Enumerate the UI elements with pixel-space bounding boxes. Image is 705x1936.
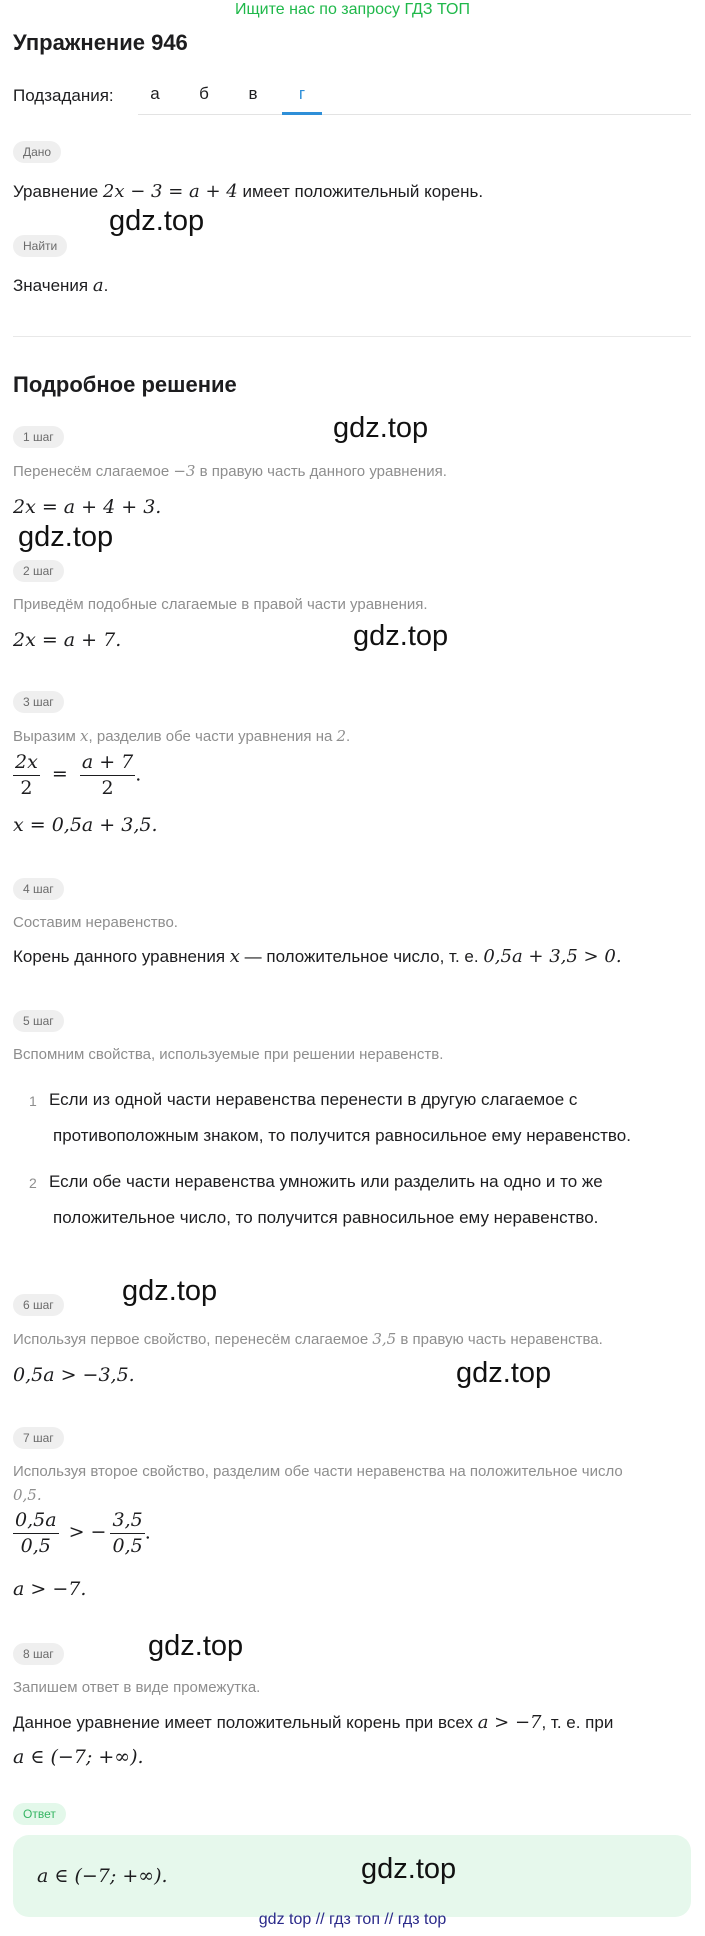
- step-7-hint-line-1: Используя второе свойство, разделим обе части неравенства на положительное число: [13, 1463, 623, 1480]
- find-text: [13, 275, 108, 296]
- step-3-frac-left: [13, 752, 40, 799]
- step-7-frac-right-den: 0,5: [112, 1534, 143, 1557]
- step-6-hint-math: 3,5: [372, 1330, 397, 1348]
- step-7-frac-tail: .: [144, 1521, 151, 1544]
- step-3-hint-var: x: [80, 727, 89, 745]
- step-3-formula: x = 0,5a + 3,5.: [13, 814, 158, 836]
- step-3-frac-right: [80, 752, 135, 799]
- active-tab-indicator: [282, 112, 322, 115]
- step-3-hint: [13, 727, 350, 745]
- step-7-formula: a > −7.: [13, 1578, 87, 1600]
- rule-2-number: 2: [29, 1175, 37, 1191]
- step-4-hint: Составим неравенство.: [13, 914, 178, 931]
- watermark: gdz.top: [148, 1630, 244, 1662]
- step-3-hint-mid: , разделив обе части уравнения на: [88, 728, 333, 745]
- given-badge: Дано: [13, 141, 61, 163]
- rule-1-number: 1: [29, 1093, 37, 1109]
- search-banner[interactable]: Ищите нас по запросу ГДЗ ТОП: [235, 1, 470, 18]
- step-5-hint: Вспомним свойства, используемые при решении неравенств.: [13, 1046, 444, 1063]
- step-7-hint-line-2: 0,5.: [13, 1486, 42, 1504]
- step-3-frac-right-den: 2: [101, 776, 114, 799]
- step-3-fraction-equation: [13, 752, 141, 799]
- watermark: gdz.top: [18, 521, 114, 553]
- given-equation: 2x − 3 = a + 4: [102, 181, 238, 202]
- step-4-text-var: x: [229, 946, 240, 967]
- watermark: gdz.top: [353, 620, 449, 652]
- find-text-label: Значения: [13, 276, 89, 295]
- rule-1-line-2: противоположным знаком, то получится равносильное ему неравенство.: [53, 1126, 631, 1145]
- step-1-formula: 2x = a + 4 + 3.: [13, 496, 162, 518]
- step-6-hint-after: в правую часть неравенства.: [400, 1331, 603, 1348]
- watermark: gdz.top: [109, 205, 205, 237]
- step-3-frac-left-den: 2: [20, 776, 33, 799]
- given-text-after: имеет положительный корень.: [242, 182, 484, 201]
- step-4-text-before: Корень данного уравнения: [13, 947, 226, 966]
- step-3-eq: =: [51, 763, 68, 786]
- step-7-frac-left: [13, 1510, 59, 1557]
- step-8-text-math: a > −7: [477, 1712, 542, 1733]
- step-5-badge: 5 шаг: [13, 1010, 64, 1032]
- given-text: [13, 181, 483, 202]
- step-1-hint-after: в правую часть данного уравнения.: [199, 463, 447, 480]
- step-3-hint-end: .: [346, 728, 351, 745]
- answer-badge: Ответ: [13, 1803, 66, 1825]
- step-7-fraction-inequality: [13, 1510, 151, 1557]
- step-4-text: [13, 946, 622, 967]
- footer-links[interactable]: gdz top // гдз топ // гдз top: [258, 1911, 447, 1928]
- step-4-badge: 4 шаг: [13, 878, 64, 900]
- find-var: a: [92, 275, 104, 296]
- step-1-hint-before: Перенесём слагаемое: [13, 463, 170, 480]
- watermark: gdz.top: [456, 1357, 552, 1389]
- step-6-formula: 0,5a > −3,5.: [13, 1364, 135, 1386]
- watermark: gdz.top: [122, 1275, 218, 1307]
- step-6-badge: 6 шаг: [13, 1294, 64, 1316]
- page-title: Упражнение 946: [13, 30, 188, 55]
- step-8-formula: a ∈ (−7; +∞).: [13, 1746, 144, 1768]
- answer-formula: a ∈ (−7; +∞).: [37, 1865, 168, 1887]
- watermark: gdz.top: [361, 1853, 457, 1885]
- given-text-before: Уравнение: [13, 182, 99, 201]
- tab-a[interactable]: а: [150, 84, 160, 103]
- step-8-badge: 8 шаг: [13, 1643, 64, 1665]
- step-8-text-before: Данное уравнение имеет положительный корень при всех: [13, 1713, 473, 1732]
- tab-g[interactable]: г: [298, 84, 306, 103]
- step-7-frac-right: [110, 1510, 144, 1557]
- step-4-text-after: — положительное число, т. е.: [244, 947, 479, 966]
- step-3-frac-tail: .: [135, 763, 142, 786]
- tab-b[interactable]: б: [199, 84, 209, 103]
- step-3-hint-before: Выразим: [13, 728, 76, 745]
- step-1-hint: [13, 462, 447, 480]
- solution-title: Подробное решение: [13, 372, 237, 397]
- rule-2-line-1: Если обе части неравенства умножить или разделить на одно и то же: [49, 1172, 603, 1191]
- step-7-rel: > −: [68, 1521, 107, 1544]
- step-7-frac-left-den: 0,5: [20, 1534, 51, 1557]
- watermark: gdz.top: [333, 412, 429, 444]
- step-7-frac-left-num: 0,5a: [13, 1510, 59, 1534]
- step-7-frac-right-num: 3,5: [110, 1510, 144, 1534]
- step-2-hint: Приведём подобные слагаемые в правой части уравнения.: [13, 596, 428, 613]
- tab-v[interactable]: в: [248, 84, 258, 103]
- step-2-badge: 2 шаг: [13, 560, 64, 582]
- rule-1-line-1: Если из одной части неравенства перенести в другую слагаемое с: [49, 1090, 578, 1109]
- tabs-divider: [138, 114, 691, 115]
- find-tail: .: [103, 276, 109, 295]
- step-1-hint-math: −3: [173, 462, 196, 480]
- step-1-badge: 1 шаг: [13, 426, 64, 448]
- step-6-hint-before: Используя первое свойство, перенесём слагаемое: [13, 1331, 369, 1348]
- section-divider: [13, 336, 691, 337]
- step-8-hint: Запишем ответ в виде промежутка.: [13, 1679, 261, 1696]
- step-8-text: [13, 1712, 613, 1733]
- step-7-badge: 7 шаг: [13, 1427, 64, 1449]
- subtasks-label: Подзадания:: [13, 86, 114, 105]
- step-3-frac-left-num: 2x: [13, 752, 40, 776]
- step-8-text-after: , т. е. при: [541, 1713, 614, 1732]
- step-6-hint: [13, 1330, 603, 1348]
- find-badge: Найти: [13, 235, 67, 257]
- step-3-frac-right-num: a + 7: [80, 752, 135, 776]
- step-2-formula: 2x = a + 7.: [13, 629, 122, 651]
- step-3-hint-num: 2: [336, 727, 347, 745]
- rule-2-line-2: положительное число, то получится равносильное ему неравенство.: [53, 1208, 599, 1227]
- step-3-badge: 3 шаг: [13, 691, 64, 713]
- step-4-text-math: 0,5a + 3,5 > 0.: [483, 946, 622, 967]
